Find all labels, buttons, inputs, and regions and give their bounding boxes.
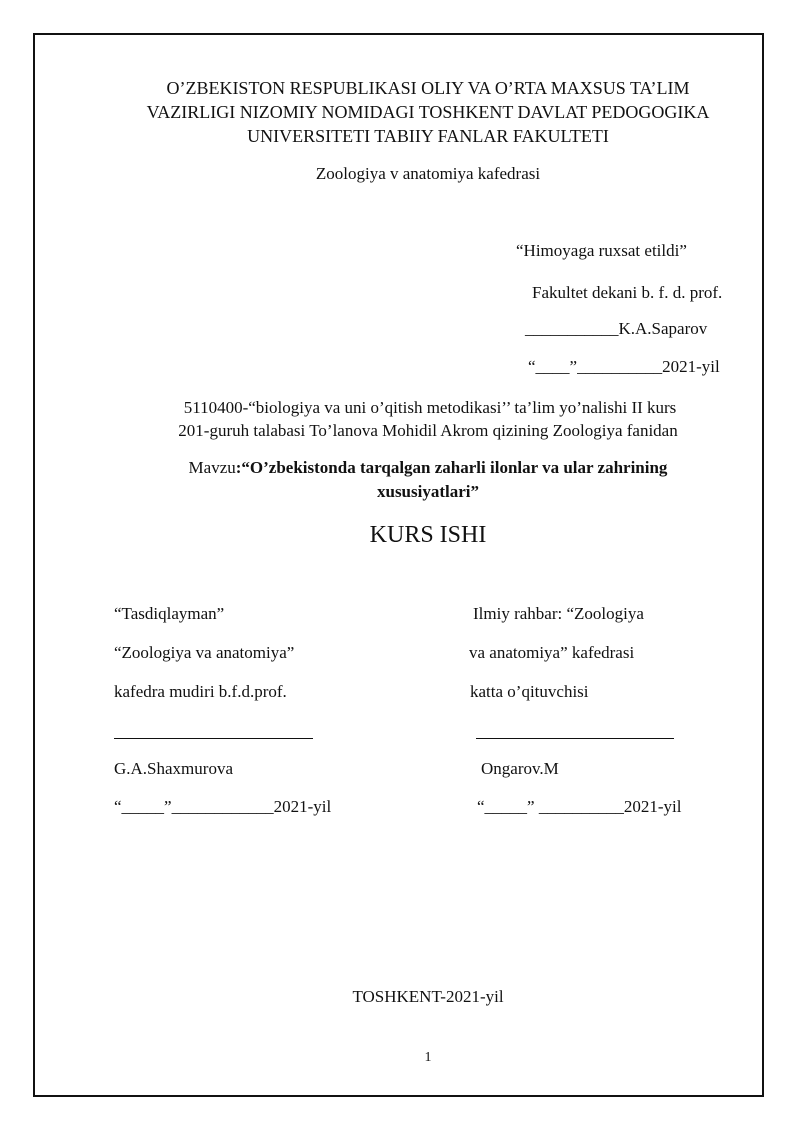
page-border (33, 33, 764, 1097)
header-line-3: UNIVERSITETI TABIIY FANLAR FAKULTETI (247, 126, 609, 146)
city-year: TOSHKENT-2021-yil (352, 987, 504, 1006)
work-type: KURS ISHI (369, 522, 487, 548)
left-signature-line (114, 738, 313, 739)
topic-line-1 (0, 458, 800, 478)
dean-position: Fakultet dekani b. f. d. prof. (532, 283, 723, 302)
left-line-2: “Zoologiya va anatomiya” (114, 643, 295, 662)
right-date: “_____” __________2021-yil (477, 797, 682, 816)
left-line-3: kafedra mudiri b.f.d.prof. (114, 682, 287, 701)
right-line-1: Ilmiy rahbar: “Zoologiya (473, 604, 644, 623)
header-line-1: O’ZBEKISTON RESPUBLIKASI OLIY VA O’RTA MAXSUS TA’LIM (166, 78, 690, 98)
topic-line-2: xususiyatlari” (376, 482, 480, 501)
left-line-1: “Tasdiqlayman” (114, 604, 225, 623)
page-number: 1 (424, 1050, 432, 1065)
right-signature-line (476, 738, 674, 739)
dean-signature: ___________K.A.Saparov (525, 319, 708, 338)
left-name: G.A.Shaxmurova (114, 759, 233, 778)
approval-date: “____”__________2021-yil (528, 357, 720, 376)
topic-title: :“O’zbekistonda tarqalgan zaharli ilonlar va ular zahrining (235, 458, 668, 477)
topic-prefix: Mavzu (188, 458, 236, 477)
approval-quote: “Himoyaga ruxsat etildi” (516, 241, 687, 260)
right-line-2: va anatomiya” kafedrasi (469, 643, 635, 662)
student-line-1: 5110400-“biologiya va uni o’qitish metodikasi’’ ta’lim yo’nalishi II kurs (183, 398, 677, 417)
left-date: “_____”____________2021-yil (114, 797, 332, 816)
student-line-2: 201-guruh talabasi To’lanova Mohidil Akrom qizining Zoologiya fanidan (178, 421, 678, 440)
right-name: Ongarov.M (481, 759, 559, 778)
department-name: Zoologiya v anatomiya kafedrasi (315, 164, 541, 183)
header-line-2: VAZIRLIGI NIZOMIY NOMIDAGI TOSHKENT DAVLAT PEDOGOGIKA (146, 102, 710, 122)
right-line-3: katta o’qituvchisi (470, 682, 589, 701)
university-header (0, 76, 800, 148)
